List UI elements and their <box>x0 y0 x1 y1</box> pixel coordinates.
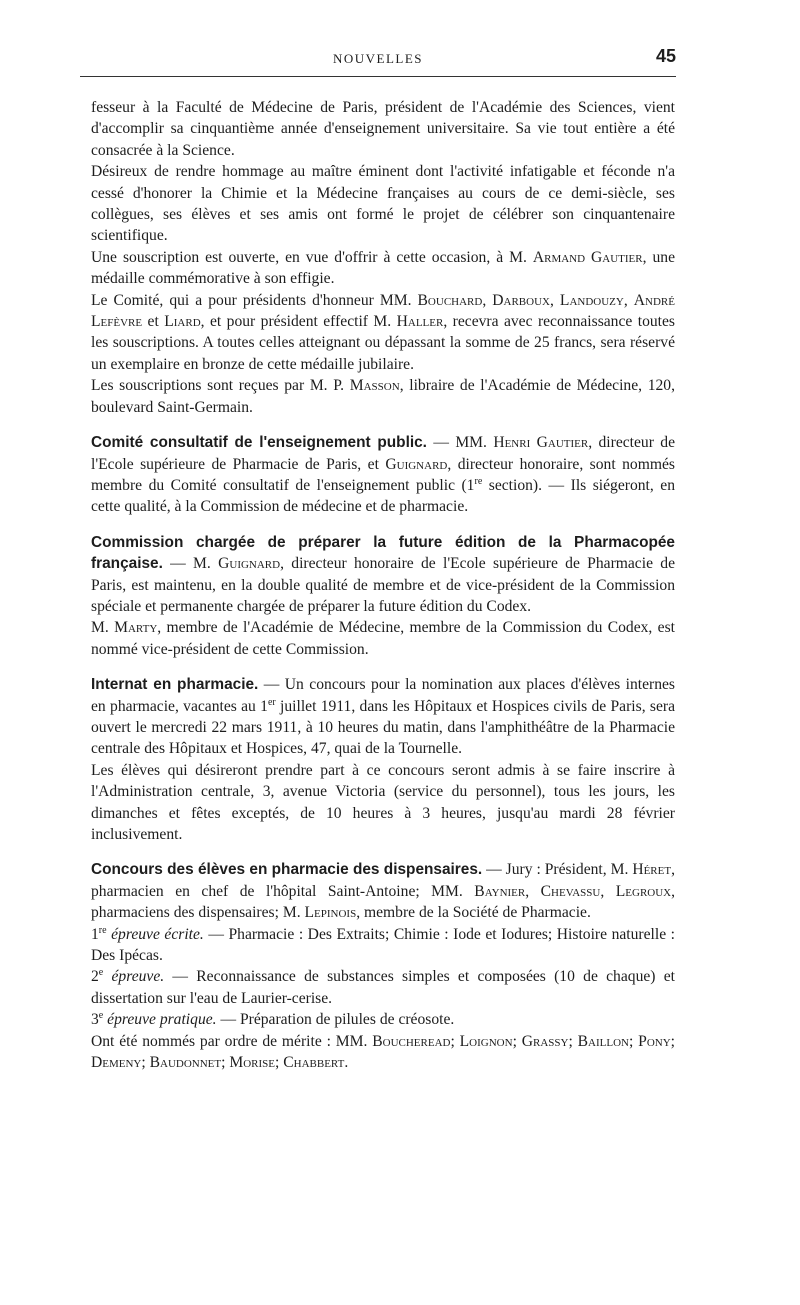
text-run: . <box>344 1054 349 1072</box>
text-run: , directeur de l'Ecole supérieure de Pharmacie de Paris, et <box>91 434 675 473</box>
person-name: Darboux <box>492 291 550 309</box>
section-heading: Internat en pharmacie. <box>91 676 259 694</box>
header-rule <box>80 76 676 77</box>
text-run: Une souscription est ouverte, en vue d'offrir à cette occasion, à M. <box>91 248 533 266</box>
exam-item <box>91 966 675 1009</box>
paragraph <box>91 375 675 418</box>
paragraph: fesseur à la Faculté de Médecine de Paris, président de l'Académie des Sciences, vient d'accomplir sa cinquantième année d'enseignement universitaire. Sa vie tout entière a été consacrée à la Science. <box>91 99 675 159</box>
person-name: Héret <box>632 861 672 879</box>
paragraph <box>91 617 675 660</box>
ordinal-superscript: er <box>267 696 276 708</box>
section-heading: Commission chargée de préparer la future édition de la Pharmacopée française. <box>91 533 675 573</box>
page-number: 45 <box>655 46 676 66</box>
person-name: Guignard <box>385 455 448 473</box>
section-heading: Comité consultatif de l'enseignement public. <box>91 434 427 452</box>
person-name: Lepinois <box>304 904 357 922</box>
text-run: , une médaille commémorative à son effigie. <box>91 248 676 288</box>
section-commission-pharmacopee <box>91 532 675 618</box>
person-name: Baynier <box>474 882 526 900</box>
text-run: Les souscriptions sont reçues par M. P. <box>91 377 350 395</box>
exam-item <box>91 924 675 967</box>
person-name: Boucheread <box>372 1032 451 1050</box>
paragraph: Les élèves qui désireront prendre part à ce concours seront admis à se faire inscrire à l'Administration centrale, 3, avenue Victoria (service du personnel), tous les jours, les dimanches et fêtes exceptés, de 10 heures à 3 heures, jusqu'au mardi 28 février inclusivement. <box>91 761 675 843</box>
text-run: , <box>623 291 634 309</box>
text-run: , directeur honoraire de l'Ecole supérieure de Pharmacie de Paris, est maintenu, en la double qualité de membre et de vice-président de la Commission spéciale et permanente chargée de préparer la future édition du Codex. <box>91 555 675 615</box>
person-name: Masson <box>349 377 400 395</box>
text-run: — Reconnaissance de substances simples et composées (10 de chaque) et dissertation sur l'eau de Laurier-cerise. <box>91 968 675 1007</box>
person-name: Baudonnet <box>149 1054 222 1072</box>
text-run: ; <box>568 1032 578 1050</box>
text-run: , membre de l'Académie de Médecine, membre de la Commission du Codex, est nommé vice-président de cette Commission. <box>91 619 675 658</box>
text-run: — Préparation de pilules de créosote. <box>216 1011 455 1029</box>
text-run: ; <box>670 1032 676 1050</box>
text-run: , <box>482 291 493 309</box>
ordinal-superscript: e <box>98 967 104 979</box>
text-run: ; <box>275 1054 284 1072</box>
text-run: 2 <box>91 968 99 986</box>
paragraph: Désireux de rendre hommage au maître éminent dont l'activité infatigable et féconde n'a cessé d'honorer la Chimie et la Médecine françaises au cours de ce demi-siècle, ses collègues, ses élèves et ses amis ont formé le projet de célébrer son cinquantenaire scientifique. <box>91 163 675 245</box>
section-comite-consultatif <box>91 432 675 518</box>
text-run: , recevra avec reconnaissance toutes les souscriptions. A toutes celles atteignant ou dépassant la somme de 25 francs, sera réservé un exemplaire en bronze de cette médaille jubilaire. <box>91 313 676 373</box>
article-body <box>91 97 675 1073</box>
text-run: épreuve écrite. <box>106 925 204 943</box>
text-run: , libraire de l'Académie de Médecine, 120, boulevard Saint-Germain. <box>91 377 675 416</box>
text-run: , <box>600 882 616 900</box>
text-run: — Un concours pour la nomination aux places d'élèves internes en pharmacie, vacantes au 1 <box>91 676 675 715</box>
person-name: Landouzy <box>559 291 624 309</box>
person-name: Baillon <box>577 1032 629 1050</box>
text-run: Le Comité, qui a pour présidents d'honneur MM. <box>91 291 418 309</box>
text-run: , pharmacien en chef de l'hôpital Saint-Antoine; MM. <box>91 861 675 900</box>
text-run: section). — Ils siégeront, en cette qualité, à la Commission de médecine et de pharmacie. <box>91 476 675 516</box>
running-title: NOUVELLES <box>332 51 424 66</box>
running-header <box>80 46 676 70</box>
text-run: — M. <box>162 555 219 573</box>
text-run: 3 <box>91 1011 99 1029</box>
text-run: ; <box>628 1032 639 1050</box>
person-name: Liard <box>164 313 201 331</box>
text-run: M. <box>91 619 115 637</box>
text-run: , <box>549 291 560 309</box>
text-run: et <box>142 313 165 331</box>
person-name: Haller <box>396 313 444 331</box>
text-run: ; <box>141 1054 150 1072</box>
ordinal-superscript: e <box>98 1010 104 1022</box>
person-name: Bouchard <box>417 291 483 309</box>
person-name: Loignon <box>459 1032 513 1050</box>
text-run: épreuve. <box>103 968 165 986</box>
person-name: Chevassu <box>540 882 601 900</box>
ordinal-superscript: re <box>98 924 107 936</box>
person-name: Morise <box>229 1054 276 1072</box>
text-run: ; <box>450 1032 460 1050</box>
exam-item <box>91 1009 675 1030</box>
text-run: , directeur honoraire, sont nommés membre du Comité consultatif de l'enseignement public (1 <box>91 455 675 494</box>
text-run: — MM. <box>426 434 494 452</box>
person-name: Chabbert <box>283 1054 345 1072</box>
person-name: Grassy <box>521 1032 569 1050</box>
text-run: — Jury : Président, M. <box>482 861 633 879</box>
section-concours-dispensaires <box>91 859 675 923</box>
text-run: , membre de la Société de Pharmacie. <box>356 904 591 922</box>
ordinal-superscript: re <box>474 475 483 487</box>
section-heading: Concours des élèves en pharmacie des dispensaires. <box>91 861 483 879</box>
text-run: 1 <box>91 925 99 943</box>
person-name: Henri Gautier <box>493 434 589 452</box>
text-run: , <box>525 882 541 900</box>
results-paragraph <box>91 1031 675 1074</box>
text-run: épreuve pratique. <box>103 1011 217 1029</box>
person-name: André Lefèvre <box>91 291 675 331</box>
person-name: Demeny <box>91 1054 142 1072</box>
text-run: ; <box>221 1054 230 1072</box>
person-name: Pony <box>638 1032 671 1050</box>
text-run: , et pour président effectif M. <box>200 313 397 331</box>
person-name: Armand Gautier <box>532 248 643 266</box>
person-name: Marty <box>114 619 158 637</box>
text-run: juillet 1911, dans les Hôpitaux et Hospices civils de Paris, sera ouvert le mercredi 22 mars 1911, à 10 heures du matin, dans l'amphithéâtre de la Pharmacie centrale des Hôpitaux et Hospices, 47, quai de la Tournelle. <box>91 697 675 758</box>
text-run: , pharmaciens des dispensaires; M. <box>91 882 676 922</box>
paragraph <box>91 247 675 290</box>
text-run: — Pharmacie : Des Extraits; Chimie : Iode et Iodures; Histoire naturelle : Des Ipécas. <box>91 925 675 965</box>
text-run: Ont été nommés par ordre de mérite : MM. <box>91 1032 373 1050</box>
text-run: ; <box>512 1032 522 1050</box>
section-internat <box>91 674 675 760</box>
person-name: Guignard <box>218 555 281 573</box>
paragraph <box>91 290 675 376</box>
person-name: Legroux <box>615 882 672 900</box>
